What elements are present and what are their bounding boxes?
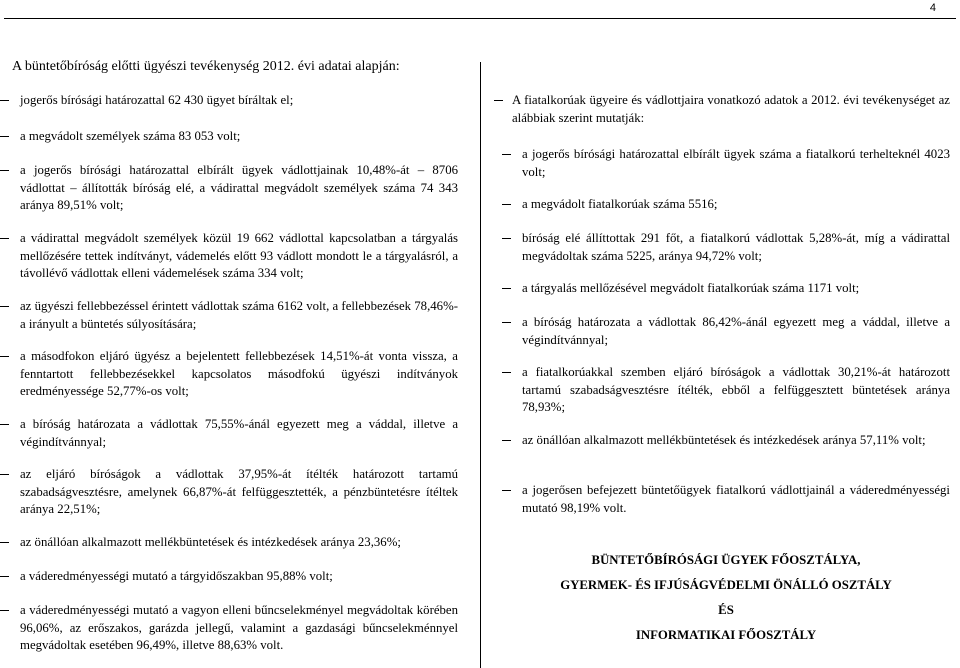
left-list-item: a váderedményességi mutató a vagyon elleni bűncselekményel megvádoltak körében 96,06%, az erőszakos, garázda jellegű, valamint a gazdasági bűncselekménnyel megvádoltak esetében 96,49%, illetve 88,63% volt. <box>0 602 458 655</box>
department-line-4: INFORMATIKAI FŐOSZTÁLY <box>635 628 817 642</box>
dash-bullet-icon <box>0 610 9 611</box>
department-line-2: GYERMEK- ÉS IFJÚSÁGVÉDELMI ÖNÁLLÓ OSZTÁLY <box>560 578 892 592</box>
dash-bullet-icon <box>502 204 511 205</box>
left-list-item: az önállóan alkalmazott mellékbüntetések és intézkedések aránya 23,36%; <box>0 534 458 552</box>
page-number: 4 <box>929 2 936 14</box>
left-list-item: a vádirattal megvádolt személyek közül 19 662 vádlottal kapcsolatban a tárgyalás mellőzésére tettek indítványt, vádemelés előtt 93 vádlott mondott le a tárgyalásról, a távollévő vádlottak elleni vádemelések száma 334 volt; <box>0 230 458 283</box>
dash-bullet-icon <box>494 100 503 101</box>
department-signature <box>540 548 912 648</box>
dash-bullet-icon <box>502 322 511 323</box>
top-rule <box>4 18 956 19</box>
department-line-3: ÉS <box>718 603 734 617</box>
dash-bullet-icon <box>0 100 9 101</box>
intro-text: A büntetőbíróság előtti ügyészi tevékenység 2012. évi adatai alapján: <box>12 59 400 74</box>
left-list-item: jogerős bírósági határozattal 62 430 ügyet bíráltak el; <box>0 92 458 110</box>
right-heading: A fiatalkorúak ügyeire és vádlottjaira vonatkozó adatok a 2012. évi tevékenységet az alábbiak szerint mutatják: <box>494 92 950 127</box>
right-list-item: bíróság elé állíttottak 291 főt, a fiatalkorú vádlottak 5,28%-át, míg a vádirattal megvádoltak száma 5225, aránya 94,72% volt; <box>494 230 950 265</box>
dash-bullet-icon <box>502 154 511 155</box>
dash-bullet-icon <box>0 356 9 357</box>
dash-bullet-icon <box>0 576 9 577</box>
left-list-item: a jogerős bírósági határozattal elbírált ügyek vádlottjainak 10,48%-át – 8706 vádlottat – állították bíróság elé, a vádirattal megvádolt személyek száma 74 343 aránya 89,51% volt; <box>0 162 458 215</box>
dash-bullet-icon <box>0 170 9 171</box>
left-list-item: az ügyészi fellebbezéssel érintett vádlottak száma 6162 volt, a fellebbezések 78,46%-a irányult a büntetés súlyosítására; <box>0 298 458 333</box>
dash-bullet-icon <box>502 490 511 491</box>
dash-bullet-icon <box>0 238 9 239</box>
dash-bullet-icon <box>0 542 9 543</box>
column-divider <box>480 62 481 668</box>
right-list-item: a fiatalkorúakkal szemben eljáró bíróságok a vádlottak 30,21%-át határozott tartamú szabadságvesztésre ítélték, ebből a felfüggesztett büntetések aránya 78,93%; <box>494 364 950 417</box>
right-list-item: a bíróság határozata a vádlottak 86,42%-ánál egyezett meg a váddal, illetve a végindítvánnyal; <box>494 314 950 349</box>
department-line-1: BÜNTETŐBÍRÓSÁGI ÜGYEK FŐOSZTÁLYA, <box>591 553 861 567</box>
left-list-item: az eljáró bíróságok a vádlottak 37,95%-át ítélték határozott tartamú szabadságvesztésre, amelynek 66,87%-át felfüggesztették, a pénzbüntetésre ítéltek aránya 22,51%; <box>0 466 458 519</box>
dash-bullet-icon <box>0 306 9 307</box>
dash-bullet-icon <box>0 136 9 137</box>
right-list-item: az önállóan alkalmazott mellékbüntetések és intézkedések aránya 57,11% volt; <box>494 432 950 450</box>
right-list-item: a jogerősen befejezett büntetőügyek fiatalkorú vádlottjainál a váderedményességi mutató 98,19% volt. <box>494 482 950 517</box>
left-list-item: a megvádolt személyek száma 83 053 volt; <box>0 128 458 146</box>
left-list-item: a bíróság határozata a vádlottak 75,55%-ánál egyezett meg a váddal, illetve a végindítvánnyal; <box>0 416 458 451</box>
right-list-item: a megvádolt fiatalkorúak száma 5516; <box>494 196 950 214</box>
dash-bullet-icon <box>502 238 511 239</box>
dash-bullet-icon <box>502 288 511 289</box>
dash-bullet-icon <box>0 474 9 475</box>
left-list-item: a másodfokon eljáró ügyész a bejelentett fellebbezések 14,51%-át vonta vissza, a fenntartott fellebbezésekkel kapcsolatos másodfokú ügyészi indítványok eredményessége 52,77%-os volt; <box>0 348 458 401</box>
dash-bullet-icon <box>502 440 511 441</box>
right-list-item: a tárgyalás mellőzésével megvádolt fiatalkorúak száma 1171 volt; <box>494 280 950 298</box>
dash-bullet-icon <box>0 424 9 425</box>
dash-bullet-icon <box>502 372 511 373</box>
left-list-item: a váderedményességi mutató a tárgyidőszakban 95,88% volt; <box>0 568 458 586</box>
right-list-item: a jogerős bírósági határozattal elbírált ügyek száma a fiatalkorú terhelteknél 4023 volt; <box>494 146 950 181</box>
